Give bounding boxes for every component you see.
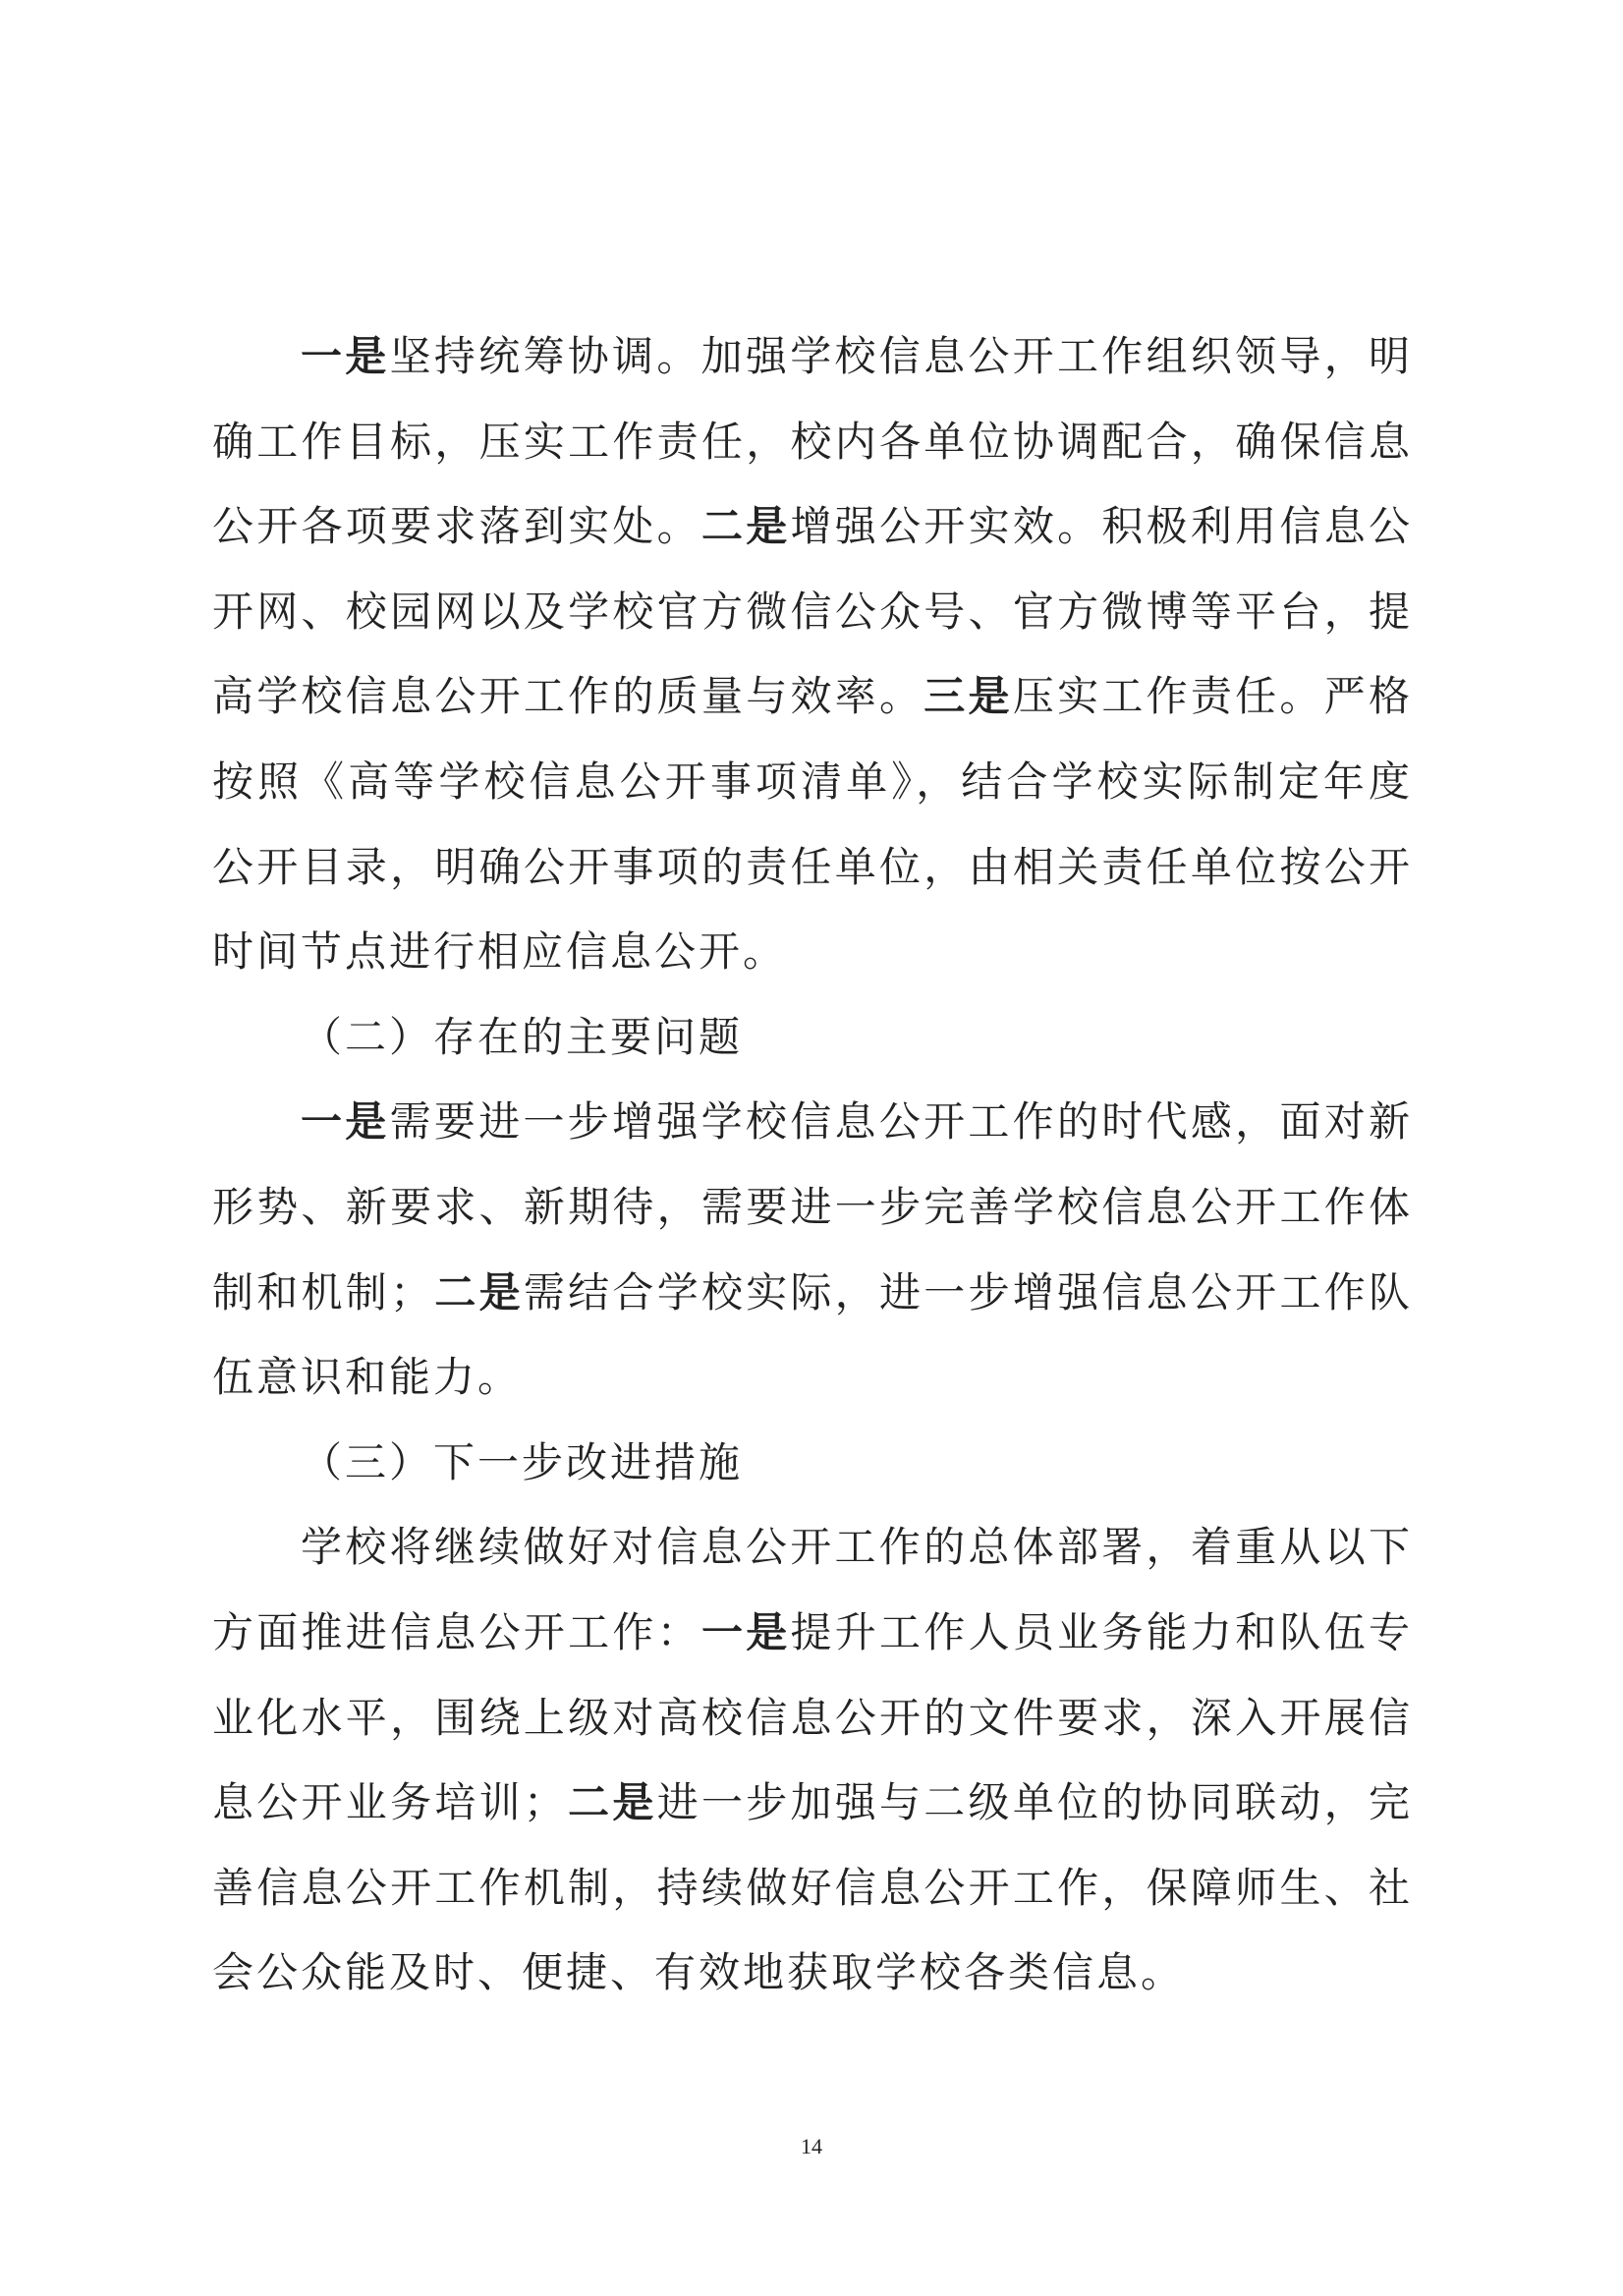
body-paragraph xyxy=(212,1505,1413,2016)
paragraph-text: 坚持统筹协调。加强学校信息公开工作组织领导，明确工作目标，压实工作责任，校内各单位协调配合，确保信息公开各项要求落到实处。 xyxy=(212,332,1413,551)
paragraph-text: 进一步加强与二级单位的协同联动，完善信息公开工作机制，持续做好信息公开工作，保障师生、社会公众能及时、便捷、有效地获取学校各类信息。 xyxy=(212,1778,1413,1997)
page-number: 14 xyxy=(801,2134,822,2158)
body-paragraph xyxy=(212,1080,1413,1420)
paragraph-text: 需结合学校实际，进一步增强信息公开工作队伍意识和能力。 xyxy=(212,1267,1413,1402)
section-heading: （三）下一步改进措施 xyxy=(301,1437,744,1486)
paragraph-text: 提升工作人员业务能力和队伍专业化水平，围绕上级对高校信息公开的文件要求，深入开展信息公开业务培训； xyxy=(212,1607,1413,1827)
lead-phrase: 二是 xyxy=(700,502,791,551)
paragraph-text: 需要进一步增强学校信息公开工作的时代感，面对新形势、新要求、新期待，需要进一步完善学校信息公开工作体制和机制； xyxy=(212,1097,1413,1316)
lead-phrase: 二是 xyxy=(567,1778,657,1827)
section-heading: （二）存在的主要问题 xyxy=(301,1012,744,1061)
lead-phrase: 一是 xyxy=(301,1097,390,1147)
body-paragraph xyxy=(212,314,1413,995)
lead-phrase: 一是 xyxy=(700,1607,791,1656)
lead-phrase: 二是 xyxy=(434,1267,524,1316)
document-body xyxy=(212,314,1413,2016)
paragraph-text: 学校将继续做好对信息公开工作的总体部署，着重从以下方面推进信息公开工作： xyxy=(212,1523,1413,1656)
paragraph-text: 压实工作责任。严格按照《高等学校信息公开事项清单》，结合学校实际制定年度公开目录，明确公开事项的责任单位，由相关责任单位按公开时间节点进行相应信息公开。 xyxy=(212,672,1413,977)
paragraph-text: 增强公开实效。积极利用信息公开网、校园网以及学校官方微信公众号、官方微博等平台，提高学校信息公开工作的质量与效率。 xyxy=(212,502,1413,721)
lead-phrase: 一是 xyxy=(301,332,390,380)
lead-phrase: 三是 xyxy=(923,672,1013,721)
